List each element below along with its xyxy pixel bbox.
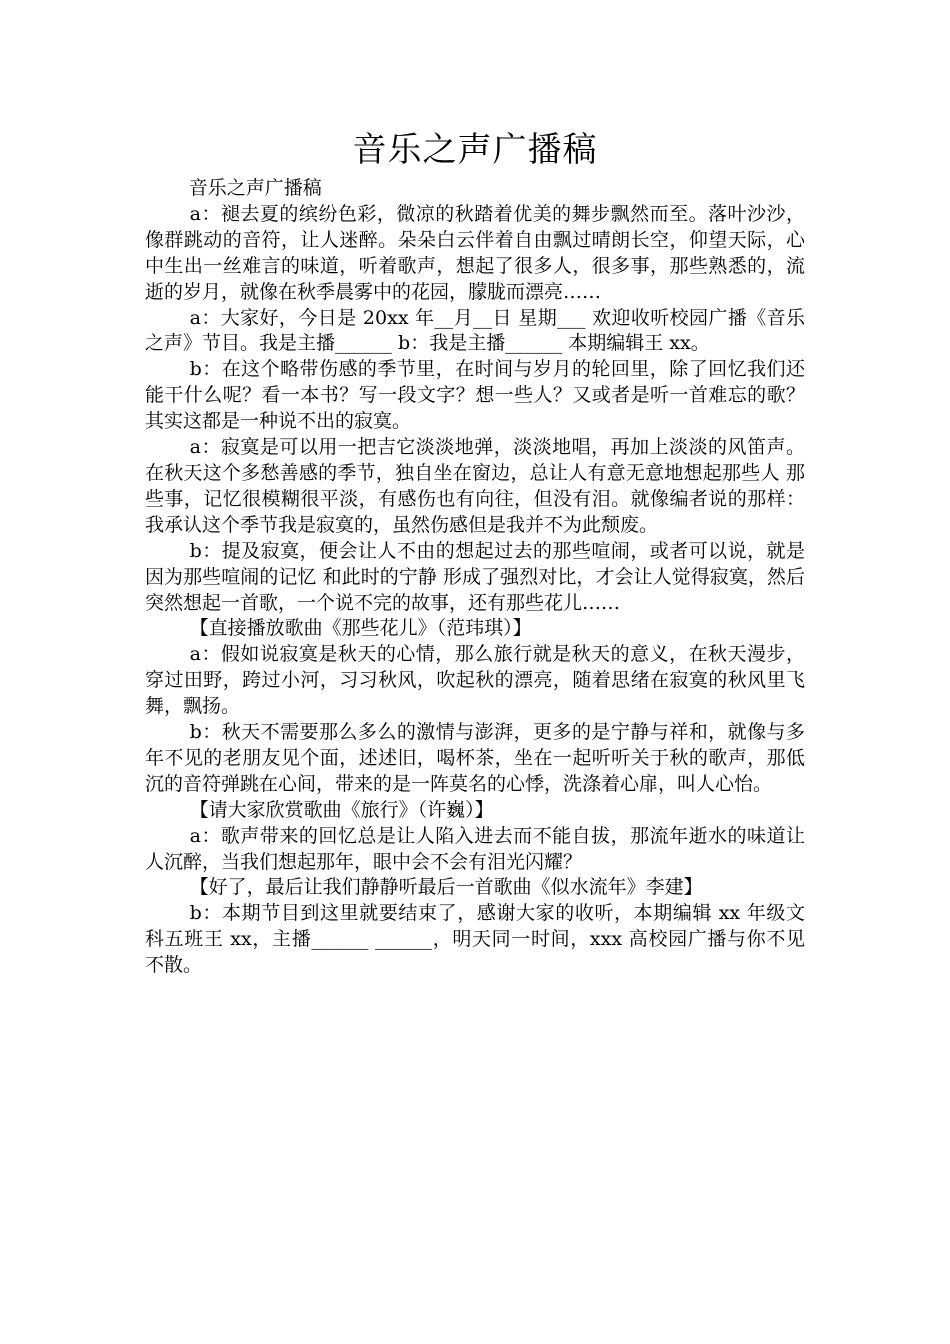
paragraph: a：大家好，今日是 20xx 年__月__日 星期___ 欢迎收听校园广播《音乐之声》节目。我是主播______ b：我是主播______ 本期编辑王 xx。 bbox=[145, 306, 805, 355]
document-subtitle: 音乐之声广播稿 bbox=[188, 177, 322, 199]
paragraph: a：寂寞是可以用一把吉它淡淡地弹，淡淡地唱，再加上淡淡的风笛声。在秋天这个多愁善感的季节，独自坐在窗边，总让人有意无意地想起那些人 那些事，记忆很模糊很平淡，有感伤也有向往，但没有泪。就像编者说的那样：我承认这个季节我是寂寞的，虽然伤感但是我并不为此颓废。 bbox=[145, 436, 805, 536]
paragraph: b：本期节目到这里就要结束了，感谢大家的收听，本期编辑 xx 年级文科五班王 xx，主播______ ______，明天同一时间，xxx 高校园广播与你不见不散。 bbox=[145, 902, 805, 977]
page-title: 音乐之声广播稿 bbox=[352, 130, 598, 170]
paragraph: b：在这个略带伤感的季节里，在时间与岁月的轮回里，除了回忆我们还能干什么呢？看一本书？写一段文字？想一些人？又或者是听一首难忘的歌？其实这都是一种说不出的寂寞。 bbox=[145, 358, 805, 433]
paragraph: b：秋天不需要那么多么的激情与澎湃，更多的是宁静与祥和，就像与多年不见的老朋友见个面，述述旧，喝杯茶，坐在一起听听关于秋的歌声，那低沉的音符弹跳在心间，带来的是一阵莫名的心悸，洗涤着心扉，叫人心怡。 bbox=[145, 721, 805, 795]
song-instruction: 【请大家欣赏歌曲《旅行》（许巍）】 bbox=[189, 798, 494, 821]
paragraph: a：假如说寂寞是秋天的心情，那么旅行就是秋天的意义，在秋天漫步，穿过田野，跨过小河，习习秋风，吹起秋的漂亮，随着思绪在寂寞的秋风里飞舞，飘扬。 bbox=[145, 643, 805, 718]
paragraph: a：歌声带来的回忆总是让人陷入进去而不能自拔，那流年逝水的味道让人沉醉，当我们想起那年，眼中会不会有泪光闪耀？ bbox=[145, 824, 805, 873]
paragraph: a：褪去夏的缤纷色彩，微凉的秋踏着优美的舞步飘然而至。落叶沙沙，像群跳动的音符，让人迷醉。朵朵白云伴着自由飘过晴朗长空，仰望天际，心中生出一丝难言的味道，听着歌声，想起了很多人，很多事，那些熟悉的，流逝的岁月，就像在秋季晨雾中的花园，朦胧而漂亮…… bbox=[145, 202, 805, 303]
paragraph: b：提及寂寞，便会让人不由的想起过去的那些喧闹，或者可以说，就是因为那些喧闹的记忆 和此时的宁静 形成了强烈对比，才会让人觉得寂寞，然后突然想起一首歌，一个说不完的故事，还有那些花儿…… bbox=[145, 539, 805, 614]
document-body bbox=[145, 176, 805, 979]
song-instruction: 【直接播放歌曲《那些花儿》（范玮琪）】 bbox=[189, 617, 532, 640]
song-instruction: 【好了，最后让我们静静听最后一首歌曲《似水流年》李建】 bbox=[189, 876, 703, 899]
